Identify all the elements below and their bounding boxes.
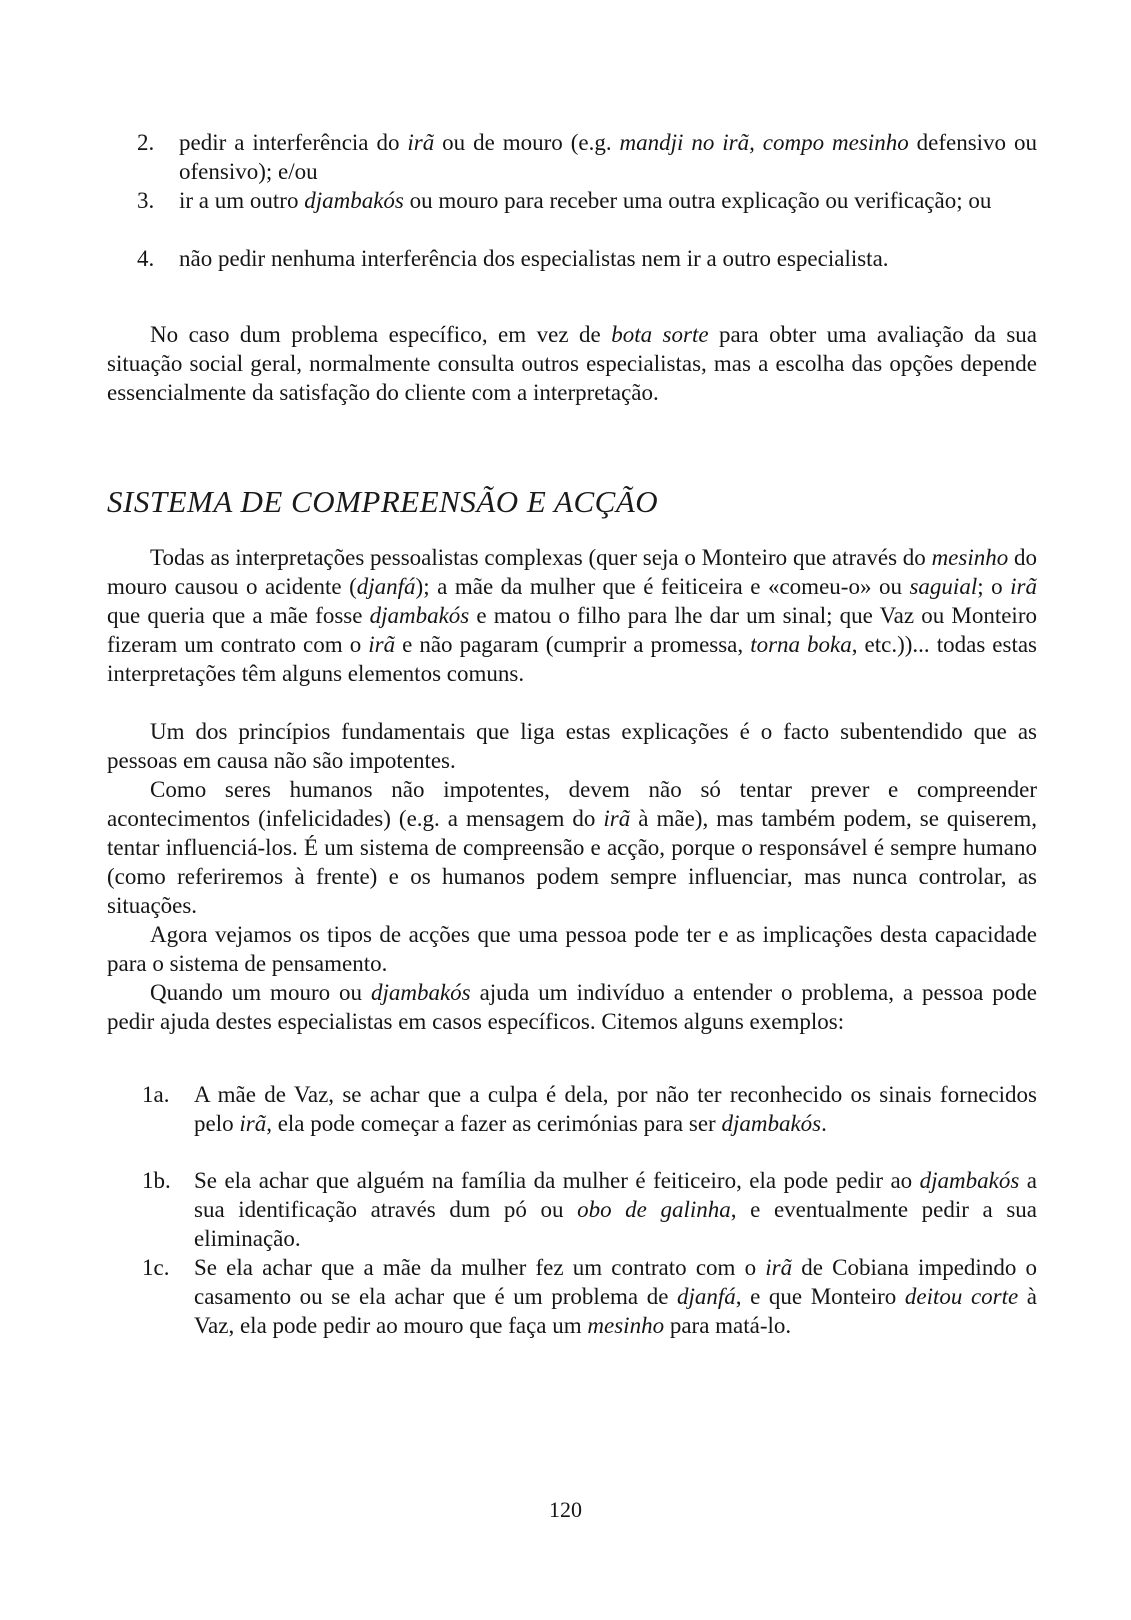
list-number: 3. xyxy=(137,188,155,213)
example-text: Se ela achar que alguém na família da mulher é feiticeiro, ela pode pedir ao djambakós a sua identificação através dum pó ou obo de galinha, e eventualmente pedir a sua eliminação. xyxy=(194,1168,1037,1251)
example-number: 1b. xyxy=(142,1168,171,1193)
example-item xyxy=(142,1166,1037,1253)
intro-paragraph: No caso dum problema específico, em vez de bota sorte para obter uma avaliação da sua situação social geral, normalmente consulta outros especialistas, mas a escolha das opções depende essencialmente da satisfação do cliente com a interpretação. xyxy=(107,322,1038,405)
list-text: pedir a interferência do irã ou de mouro (e.g. mandji no irã, compo mesinho defensivo ou ofensivo); e/ou xyxy=(179,130,1037,184)
page-number: 120 xyxy=(549,1497,582,1522)
list-item xyxy=(137,128,1037,186)
list-item xyxy=(137,244,1037,273)
section-heading: SISTEMA DE COMPREENSÃO E ACÇÃO xyxy=(107,484,659,519)
example-item xyxy=(142,1253,1037,1340)
list-number: 2. xyxy=(137,130,155,155)
list-item xyxy=(137,186,1037,215)
paragraph-2: Um dos princípios fundamentais que liga estas explicações é o facto subentendido que as pessoas em causa não são impotentes. xyxy=(107,719,1037,773)
list-text: não pedir nenhuma interferência dos especialistas nem ir a outro especialista. xyxy=(179,246,889,271)
example-text: A mãe de Vaz, se achar que a culpa é dela, por não ter reconhecido os sinais fornecidos pelo irã, ela pode começar a fazer as cerimónias para ser djambakós. xyxy=(194,1082,1037,1136)
list-number: 4. xyxy=(137,246,155,271)
paragraph-5: Quando um mouro ou djambakós ajuda um indivíduo a entender o problema, a pessoa pode pedir ajuda destes especialistas em casos específicos. Citemos alguns exemplos: xyxy=(107,980,1037,1034)
list-text: ir a um outro djambakós ou mouro para receber uma outra explicação ou verificação; ou xyxy=(179,188,992,213)
paragraph-1: Todas as interpretações pessoalistas complexas (quer seja o Monteiro que através do mesinho do mouro causou o acidente (djanfá); a mãe da mulher que é feiticeira e «comeu-o» ou saguial; o irã que queria que a mãe fosse djambakós e matou o filho para lhe dar um sinal; que Vaz ou Monteiro fizeram um contrato com o irã e não pagaram (cumprir a promessa, torna boka, etc.))... todas estas interpretações têm alguns elementos comuns. xyxy=(107,545,1038,686)
example-number: 1a. xyxy=(142,1082,170,1107)
paragraph-3: Como seres humanos não impotentes, devem não só tentar prever e compreender acontecimentos (infelicidades) (e.g. a mensagem do irã à mãe), mas também podem, se quiserem, tentar influenciá-los. É um sistema de compreensão e acção, porque o responsável é sempre humano (como referiremos à frente) e os humanos podem sempre influenciar, mas nunca controlar, as situações. xyxy=(107,777,1037,918)
example-text: Se ela achar que a mãe da mulher fez um contrato com o irã de Cobiana impedindo o casamento ou se ela achar que é um problema de djanfá, e que Monteiro deitou corte à Vaz, ela pode pedir ao mouro que faça um mesinho para matá-lo. xyxy=(194,1255,1037,1338)
paragraph-4: Agora vejamos os tipos de acções que uma pessoa pode ter e as implicações desta capacidade para o sistema de pensamento. xyxy=(107,922,1037,976)
example-number: 1c. xyxy=(142,1255,170,1280)
example-item xyxy=(142,1080,1037,1138)
